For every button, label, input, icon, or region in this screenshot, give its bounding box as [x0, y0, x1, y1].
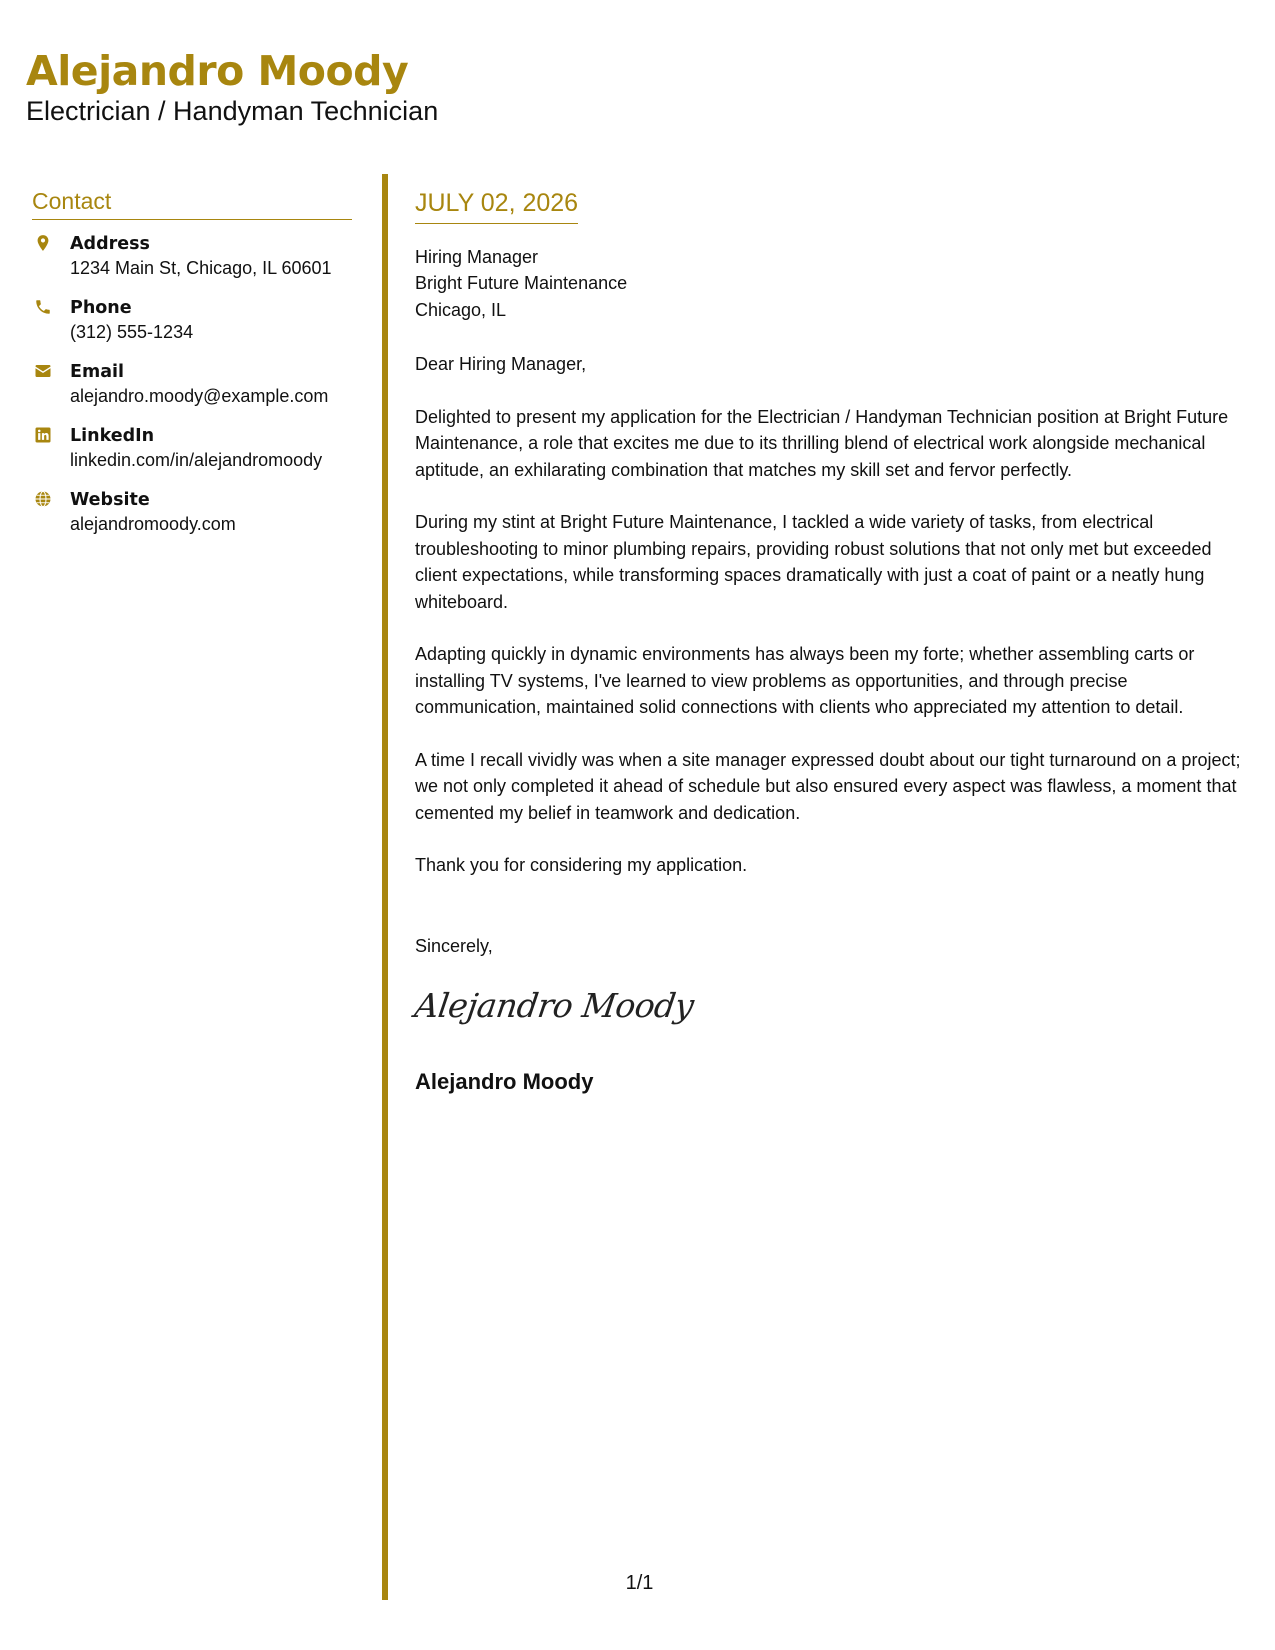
contact-item-linkedin [32, 424, 352, 473]
letter-date: JULY 02, 2026 [415, 190, 578, 224]
contact-item-website [32, 488, 352, 537]
contact-item-email [32, 360, 352, 409]
header [26, 48, 438, 129]
page-number [0, 1572, 1275, 1595]
envelope-icon [34, 362, 52, 380]
letter-paragraph: Thank you for considering my application. [415, 855, 748, 875]
phone-icon [34, 298, 52, 316]
phone-value: (312) 555-1234 [70, 322, 194, 342]
contact-label: LinkedIn [70, 426, 155, 446]
linkedin-value: linkedin.com/in/alejandromoody [70, 450, 323, 470]
contact-label: Email [70, 362, 124, 382]
job-title: Electrician / Handyman Technician [26, 96, 439, 127]
page-number-text: 1/1 [625, 1572, 654, 1594]
contact-sidebar [32, 188, 352, 552]
contact-label: Phone [70, 298, 132, 318]
linkedin-icon [34, 426, 52, 444]
contact-item-phone [32, 296, 352, 345]
contact-label: Address [70, 234, 150, 254]
recipient-block [415, 244, 1245, 324]
signatory-name: Alejandro Moody [415, 1069, 594, 1094]
contact-heading: Contact [32, 188, 352, 220]
closing: Sincerely, [415, 935, 493, 956]
signature-area [412, 986, 1245, 1043]
globe-icon [34, 490, 52, 508]
address-value: 1234 Main St, Chicago, IL 60601 [70, 258, 332, 278]
applicant-name: Alejandro Moody [26, 47, 409, 95]
letter-paragraph: Adapting quickly in dynamic environments has always been my forte; whether assembling carts or installing TV systems, I've learned to view problems as opportunities, and through precise communication, maintained solid connections with clients who appreciated my attention to detail. [415, 644, 1195, 717]
letter-paragraph: During my stint at Bright Future Maintenance, I tackled a wide variety of tasks, from electrical troubleshooting to minor plumbing repairs, providing robust solutions that not only met but exceeded client expectations, while transforming spaces dramatically with just a coat of paint or a neatly hung whiteboard. [415, 512, 1212, 612]
letter-paragraph: Delighted to present my application for the Electrician / Handyman Technician position at Bright Future Maintenance, a role that excites me due to its thrilling blend of electrical work alongside mechanical aptitude, an exhilarating combination that matches my skill set and fervor perfectly. [415, 406, 1229, 480]
map-pin-icon [34, 234, 52, 252]
contact-item-address [32, 232, 352, 281]
letter-body [412, 189, 1245, 1096]
email-value: alejandro.moody@example.com [70, 386, 329, 406]
recipient-line: Chicago, IL [415, 299, 507, 320]
contact-label: Website [70, 490, 150, 510]
vertical-divider [382, 174, 388, 1600]
handwritten-signature: Alejandro Moody [412, 986, 696, 1025]
recipient-line: Hiring Manager [415, 246, 539, 267]
website-value: alejandromoody.com [70, 514, 236, 534]
recipient-line: Bright Future Maintenance [415, 273, 628, 293]
greeting: Dear Hiring Manager, [415, 354, 587, 374]
letter-paragraph: A time I recall vividly was when a site manager expressed doubt about our tight turnaround on a project; we not only completed it ahead of schedule but also ensured every aspect was flawless, a moment that cemented my belief in teamwork and dedication. [415, 749, 1241, 823]
